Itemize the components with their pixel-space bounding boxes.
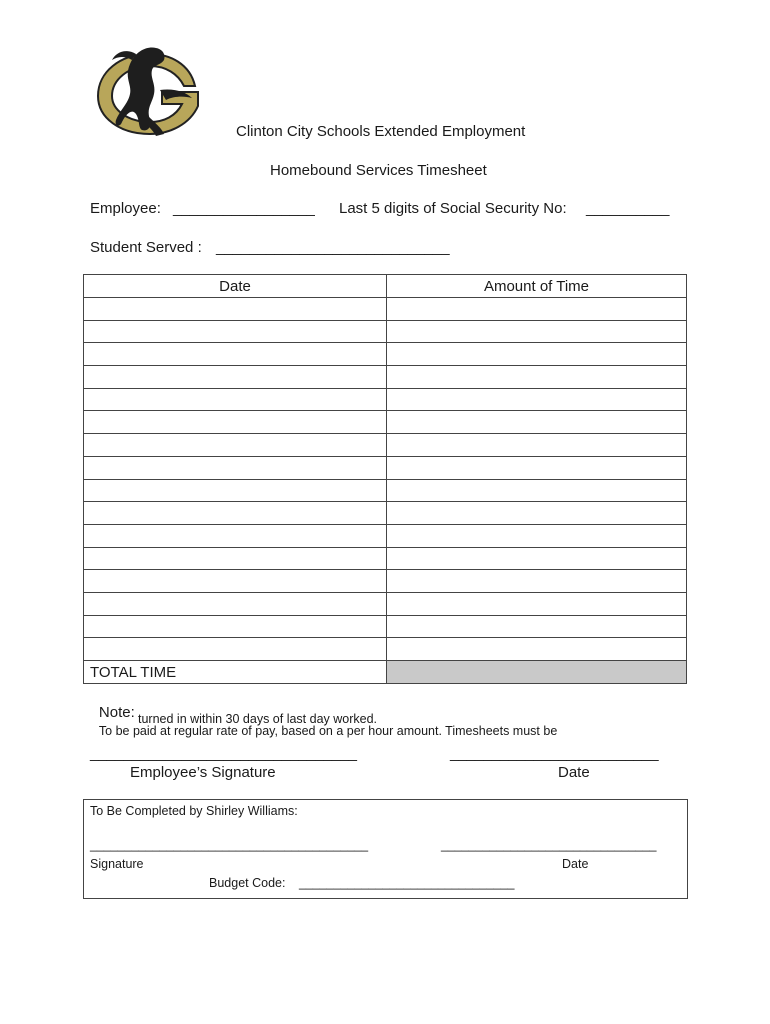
date-cell[interactable] [84, 592, 387, 615]
employee-field[interactable]: _________________ [173, 200, 315, 217]
timesheet-row [84, 411, 687, 434]
date-cell[interactable] [84, 434, 387, 457]
amount-of-time-cell[interactable] [387, 320, 687, 343]
total-time-label: TOTAL TIME [84, 661, 387, 684]
timesheet-row [84, 524, 687, 547]
date-cell[interactable] [84, 366, 387, 389]
date-cell[interactable] [84, 547, 387, 570]
ssn-field[interactable]: __________ [586, 200, 670, 217]
date-cell[interactable] [84, 411, 387, 434]
timesheet-row [84, 320, 687, 343]
date-cell[interactable] [84, 524, 387, 547]
total-time-value-cell[interactable] [387, 661, 687, 684]
note-line-1: To be paid at regular rate of pay, based on a per hour amount. Timesheets must be [98, 724, 558, 738]
amount-of-time-cell[interactable] [387, 434, 687, 457]
amount-of-time-cell[interactable] [387, 388, 687, 411]
amount-of-time-cell[interactable] [387, 570, 687, 593]
timesheet-row [84, 298, 687, 321]
amount-of-time-cell[interactable] [387, 592, 687, 615]
note-label: Note: [98, 704, 135, 721]
amount-of-time-cell[interactable] [387, 298, 687, 321]
admin-date-label: Date [562, 857, 589, 871]
budget-code-label: Budget Code: [209, 876, 286, 890]
timesheet-row [84, 570, 687, 593]
employee-signature-label: Employee’s Signature [130, 764, 276, 781]
amount-of-time-cell[interactable] [387, 456, 687, 479]
timesheet-row [84, 388, 687, 411]
admin-completion-box [83, 799, 688, 899]
timesheet-row [84, 502, 687, 525]
date-cell[interactable] [84, 388, 387, 411]
form-title: Clinton City Schools Extended Employment [236, 123, 526, 140]
total-time-row [84, 661, 687, 684]
ssn-label: Last 5 digits of Social Security No: [339, 200, 567, 217]
date-cell[interactable] [84, 320, 387, 343]
mustang-logo-icon [90, 44, 210, 140]
timesheet-row [84, 615, 687, 638]
admin-signature-line[interactable]: ________________________________________ [90, 838, 369, 852]
amount-of-time-cell[interactable] [387, 343, 687, 366]
admin-box-heading: To Be Completed by Shirley Williams: [90, 804, 298, 818]
timesheet-row [84, 343, 687, 366]
timesheet-row [84, 366, 687, 389]
admin-date-line[interactable]: _______________________________ [441, 838, 657, 852]
student-served-field[interactable]: ____________________________ [216, 239, 450, 256]
timesheet-row [84, 547, 687, 570]
date-cell[interactable] [84, 456, 387, 479]
timesheet-row [84, 434, 687, 457]
amount-of-time-cell[interactable] [387, 366, 687, 389]
timesheet-row [84, 479, 687, 502]
budget-code-field[interactable]: _______________________________ [299, 876, 515, 890]
column-header-amount-of-time: Amount of Time [387, 275, 687, 298]
employee-date-line[interactable]: _________________________ [450, 745, 659, 762]
timesheet-table [83, 274, 687, 684]
employee-label: Employee: [90, 200, 161, 217]
date-cell[interactable] [84, 479, 387, 502]
amount-of-time-cell[interactable] [387, 524, 687, 547]
employee-signature-line[interactable]: ________________________________ [90, 745, 357, 762]
student-served-label: Student Served : [90, 239, 202, 256]
timesheet-row [84, 592, 687, 615]
date-cell[interactable] [84, 298, 387, 321]
amount-of-time-cell[interactable] [387, 615, 687, 638]
amount-of-time-cell[interactable] [387, 479, 687, 502]
date-cell[interactable] [84, 570, 387, 593]
date-cell[interactable] [84, 502, 387, 525]
timesheet-row [84, 456, 687, 479]
amount-of-time-cell[interactable] [387, 638, 687, 661]
form-subtitle: Homebound Services Timesheet [270, 162, 487, 179]
admin-signature-label: Signature [90, 857, 144, 871]
timesheet-row [84, 638, 687, 661]
column-header-date: Date [84, 275, 387, 298]
date-cell[interactable] [84, 615, 387, 638]
amount-of-time-cell[interactable] [387, 547, 687, 570]
date-cell[interactable] [84, 343, 387, 366]
employee-date-label: Date [558, 764, 590, 781]
amount-of-time-cell[interactable] [387, 411, 687, 434]
date-cell[interactable] [84, 638, 387, 661]
note-line-2: turned in within 30 days of last day worked. [138, 712, 378, 726]
amount-of-time-cell[interactable] [387, 502, 687, 525]
